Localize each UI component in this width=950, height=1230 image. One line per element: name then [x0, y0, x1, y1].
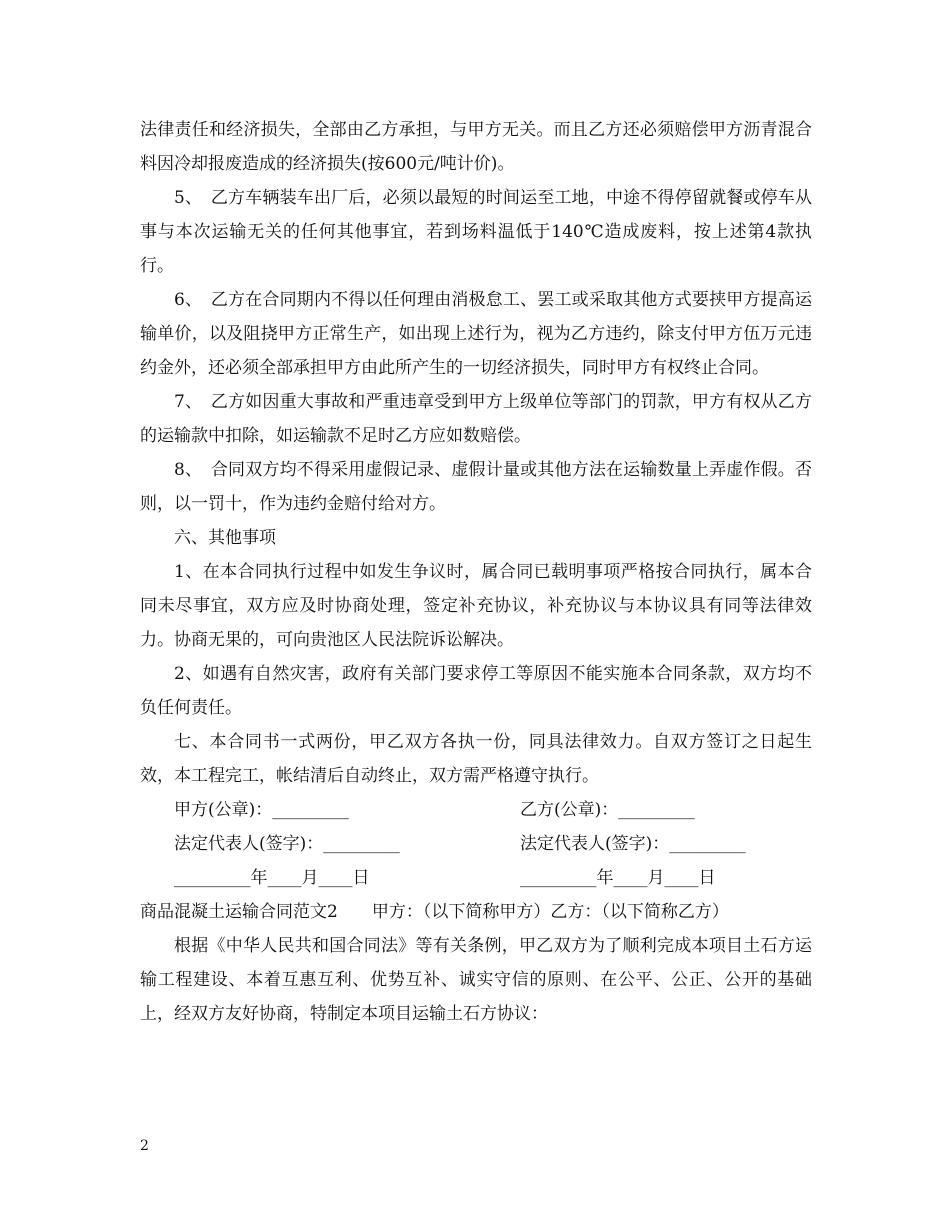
paragraph-section-7: 七、本合同书一式两份，甲乙双方各执一份，同具法律效力。自双方签订之日起生效，本工程完工，帐结清后自动终止，双方需严格遵守执行。	[140, 732, 812, 786]
second-contract-intro: 根据《中华人民共和国合同法》等有关条例，甲乙双方为了顺利完成本项目土石方运输工程建设、本着互惠互利、优势互补、诚实守信的原则、在公平、公正、公开的基础上，经双方友好协商，特制定本项目运输土石方协议：	[140, 936, 812, 1024]
document-body	[140, 113, 812, 1031]
paragraph-clause-6: 6、 乙方在合同期内不得以任何理由消极怠工、罢工或采取其他方式要挟甲方提高运输单价，以及阻挠甲方正常生产，如出现上述行为，视为乙方违约，除支付甲方伍万元违约金外，还必须全部承担甲方由此所产生的一切经济损失，同时甲方有权终止合同。	[140, 290, 812, 378]
paragraph-clause-8: 8、 合同双方均不得采用虚假记录、虚假计量或其他方法在运输数量上弄虚作假。否则，以一罚十，作为违约金赔付给对方。	[140, 460, 812, 514]
paragraph-clause-7: 7、 乙方如因重大事故和严重违章受到甲方上级单位等部门的罚款，甲方有权从乙方的运输款中扣除，如运输款不足时乙方应如数赔偿。	[140, 392, 812, 446]
second-contract-header: 商品混凝土运输合同范文2 甲方：（以下简称甲方）乙方：（以下简称乙方）	[140, 902, 729, 922]
section-heading-other-matters: 六、其他事项	[174, 528, 276, 548]
paragraph-other-1: 1、在本合同执行过程中如发生争议时，属合同已载明事项严格按合同执行，属本合同未尽事宜，双方应及时协商处理，签定补充协议，补充协议与本协议具有同等法律效力。协商无果的，可向贵池区人民法院诉讼解决。	[140, 562, 812, 650]
party-a-seal: 甲方(公章)：_________	[174, 800, 349, 820]
party-b-seal: 乙方(公章)：_________	[520, 800, 695, 820]
party-a-date: _________年____月____日	[174, 868, 370, 888]
signature-row-date	[140, 861, 812, 895]
page-number: 2	[140, 1138, 149, 1154]
party-b-representative: 法定代表人(签字)：_________	[520, 834, 746, 854]
signature-row-seal	[140, 793, 812, 827]
party-a-representative: 法定代表人(签字)：_________	[174, 834, 400, 854]
paragraph-clause-5: 5、 乙方车辆装车出厂后，必须以最短的时间运至工地，中途不得停留就餐或停车从事与本次运输无关的任何其他事宜，若到场料温低于140℃造成废料，按上述第4款执行。	[140, 188, 812, 276]
paragraph-other-2: 2、如遇有自然灾害，政府有关部门要求停工等原因不能实施本合同条款，双方均不负任何责任。	[140, 664, 812, 718]
party-b-date: _________年____月____日	[520, 868, 716, 888]
signature-block	[140, 793, 812, 895]
paragraph-0: 法律责任和经济损失，全部由乙方承担，与甲方无关。而且乙方还必须赔偿甲方沥青混合料因冷却报废造成的经济损失(按600元/吨计价)。	[140, 120, 812, 174]
signature-row-representative	[140, 827, 812, 861]
